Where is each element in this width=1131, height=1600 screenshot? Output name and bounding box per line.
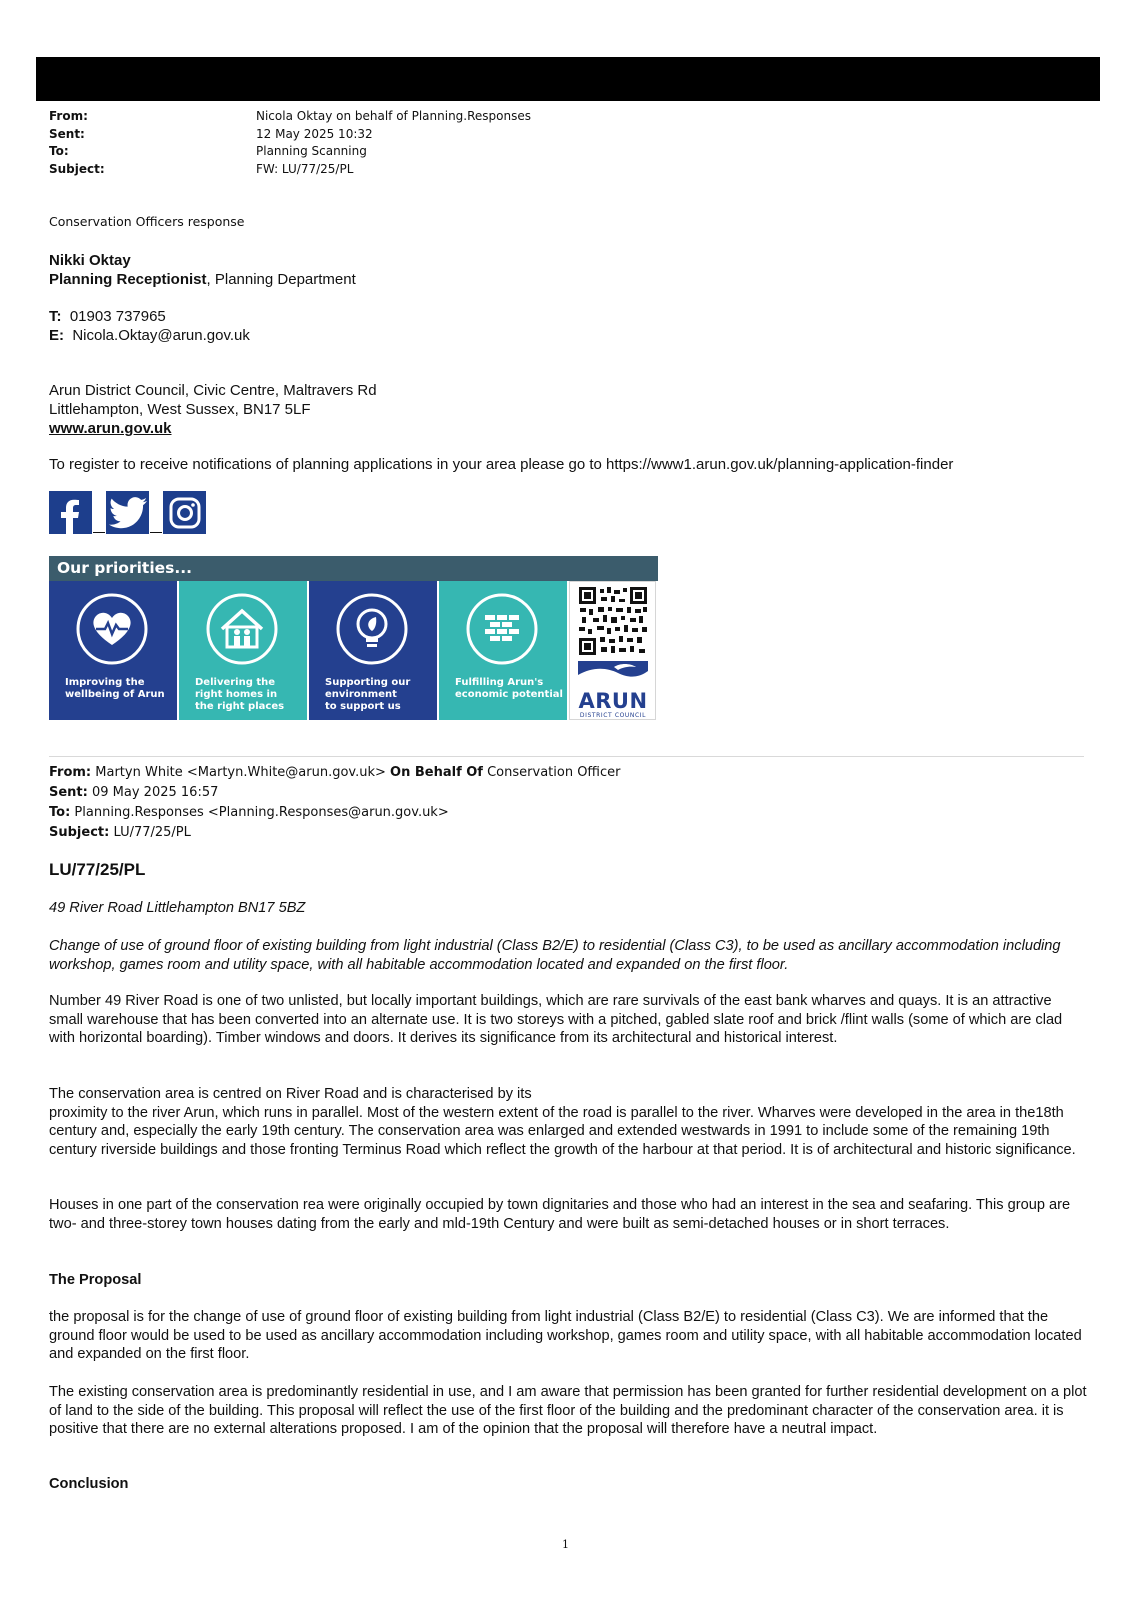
intro-text: Conservation Officers response	[49, 214, 245, 229]
arun-logo	[578, 661, 648, 719]
email-value[interactable]: Nicola.Oktay@arun.gov.uk	[72, 327, 250, 344]
brick-wall-icon	[466, 593, 538, 665]
signature-block	[49, 251, 356, 289]
caption-line: right homes in	[195, 689, 278, 700]
heading-conclusion: Conclusion	[49, 1476, 129, 1492]
paragraph-assessment: The existing conservation area is predominantly residential in use, and I am aware that permission has been granted for further residential development on a plot of land to the side of the building. This proposal will reflect the use of the first floor of the building and the predominant character of the conservation area. it is positive that there are no external alterations proposed. I am of the opinion that the proposal will therefore have a neutral impact.	[49, 1384, 1087, 1437]
banner-title: Our priorities...	[49, 556, 658, 581]
signature-name: Nikki Oktay	[49, 252, 131, 269]
arun-logo-mark-icon	[578, 661, 648, 685]
header-label: Subject:	[49, 161, 105, 176]
priority-tile-homes	[179, 581, 307, 720]
instagram-icon[interactable]	[163, 491, 206, 534]
priority-tile-economy	[439, 581, 567, 720]
fwd-subject-value: LU/77/25/PL	[113, 825, 191, 840]
phone-line	[49, 307, 250, 326]
website-link[interactable]: www.arun.gov.uk	[49, 420, 172, 437]
tile-caption	[455, 677, 563, 701]
caption-line: Delivering the	[195, 677, 276, 688]
forwarded-header	[49, 763, 620, 843]
caption-line: Fulfilling Arun's	[455, 677, 544, 688]
paragraph-conservation-area	[49, 1085, 1089, 1159]
qr-logo-tile	[569, 581, 656, 720]
signature-role-line	[49, 270, 356, 289]
address-block	[49, 381, 377, 438]
arun-logo-word: ARUN	[578, 689, 648, 713]
phone-value: 01903 737965	[69, 308, 166, 325]
header-subject-row	[49, 161, 531, 179]
fwd-subject-label: Subject:	[49, 825, 110, 840]
tile-caption	[65, 677, 165, 701]
header-to-row	[49, 143, 531, 161]
caption-line: the right places	[195, 701, 285, 712]
fwd-behalf-label: On Behalf Of	[390, 765, 483, 780]
fwd-behalf-value: Conservation Officer	[487, 765, 621, 780]
proposal-description: Change of use of ground floor of existing building from light industrial (Class B2/E) to residential (Class C3), to be used as ancillary accommodation including workshop, games room and utility space, with all habitable accommodation located and expanded on the first floor.	[49, 938, 1061, 973]
header-value: Nicola Oktay on behalf of Planning.Responses	[256, 109, 531, 123]
header-value: FW: LU/77/25/PL	[256, 161, 354, 176]
heart-icon	[76, 593, 148, 665]
signature-role: Planning Receptionist	[49, 271, 207, 288]
signature-dept: , Planning Department	[206, 271, 356, 288]
priority-tile-environment	[309, 581, 437, 720]
header-label: From:	[49, 109, 88, 123]
paragraph-building: Number 49 River Road is one of two unlisted, but locally important buildings, which are rare survivals of the east bank wharves and quays. It is an attractive small warehouse that has been converted into an alternate use. It is two storeys with a pitched, gabled slate roof and brick /flint walls (some of which are clad with horizontal boarding). Timber windows and doors. It derives its significance from its architectural and historical interest.	[49, 993, 1063, 1046]
caption-line: wellbeing of Arun	[65, 689, 165, 700]
header-label: To:	[49, 144, 69, 158]
social-separator	[92, 491, 106, 534]
fwd-to-label: To:	[49, 805, 71, 820]
email-line	[49, 326, 250, 345]
paragraph-proposal: the proposal is for the change of use of ground floor of existing building from light industrial (Class B2/E) to residential (Class C3). We are informed that the ground floor would be used to be used as ancillary accommodation including workshop, games room and utility space, with all habitable accommodation located and expanded on the first floor.	[49, 1309, 1082, 1362]
site-address: 49 River Road Littlehampton BN17 5BZ	[49, 900, 306, 916]
tile-caption	[195, 677, 284, 713]
social-icons	[49, 491, 206, 534]
tile-caption	[325, 677, 410, 713]
phone-label: T:	[49, 308, 62, 325]
contact-block	[49, 307, 250, 345]
caption-line: to support us	[325, 701, 401, 712]
fwd-sent-label: Sent:	[49, 785, 88, 800]
fwd-from-value: Martyn White <Martyn.White@arun.gov.uk>	[95, 765, 386, 780]
priorities-banner	[49, 556, 658, 720]
separator-line	[49, 756, 1084, 757]
priority-tile-wellbeing	[49, 581, 177, 720]
fwd-sent-line	[49, 783, 620, 803]
banner-tiles	[49, 581, 658, 720]
application-reference: LU/77/25/PL	[49, 860, 146, 879]
lightbulb-leaf-icon	[336, 593, 408, 665]
house-family-icon	[206, 593, 278, 665]
arun-logo-sub: DISTRICT COUNCIL	[579, 712, 647, 719]
fwd-from-line	[49, 763, 620, 783]
caption-line: Improving the	[65, 677, 145, 688]
header-value: Planning Scanning	[256, 144, 367, 158]
facebook-icon[interactable]	[49, 491, 92, 534]
header-value: 12 May 2025 10:32	[256, 126, 373, 141]
page-number: 1	[562, 1538, 569, 1551]
address-line-1: Arun District Council, Civic Centre, Maltravers Rd	[49, 382, 377, 399]
qr-code-icon[interactable]	[579, 587, 647, 655]
caption-line: Supporting our	[325, 677, 411, 688]
caption-line: environment	[325, 689, 397, 700]
fwd-subject-line	[49, 823, 620, 843]
paragraph-conservation-area-line1: The conservation area is centred on River Road and is characterised by its	[49, 1086, 532, 1102]
paragraph-conservation-area-rest: proximity to the river Arun, which runs in parallel. Most of the western extent of the road is parallel to the river. Wharves were developed in the area in the18th century and, especially the early 19th century. The conservation area was enlarged and extended westwards in 1991 to include some of the remaining 19th century riverside buildings and those fronting Terminus Road which reflect the growth of the harbour at that period. It is of architectural and historic significance.	[49, 1104, 1076, 1158]
email-label: E:	[49, 327, 64, 344]
heading-proposal: The Proposal	[49, 1272, 142, 1288]
register-text: To register to receive notifications of planning applications in your area please go to https://www1.arun.gov.uk/planning-application-finder	[49, 456, 954, 473]
fwd-from-label: From:	[49, 765, 92, 780]
twitter-icon[interactable]	[106, 491, 149, 534]
redaction-bar	[36, 57, 1100, 101]
header-from-row	[49, 108, 531, 126]
header-sent-row	[49, 126, 531, 144]
caption-line: economic potential	[455, 689, 563, 700]
fwd-to-value: Planning.Responses <Planning.Responses@arun.gov.uk>	[74, 805, 449, 820]
email-header	[49, 108, 531, 178]
fwd-to-line	[49, 803, 620, 823]
social-separator	[149, 491, 163, 534]
paragraph-houses: Houses in one part of the conservation rea were originally occupied by town dignitaries and those who had an interest in the sea and seafaring. This group are two- and three-storey town houses dating from the early and mld-19th Century and were built as semi-detached houses or in short terraces.	[49, 1197, 1071, 1232]
fwd-sent-value: 09 May 2025 16:57	[92, 785, 219, 800]
header-label: Sent:	[49, 126, 85, 141]
address-line-2: Littlehampton, West Sussex, BN17 5LF	[49, 401, 311, 418]
